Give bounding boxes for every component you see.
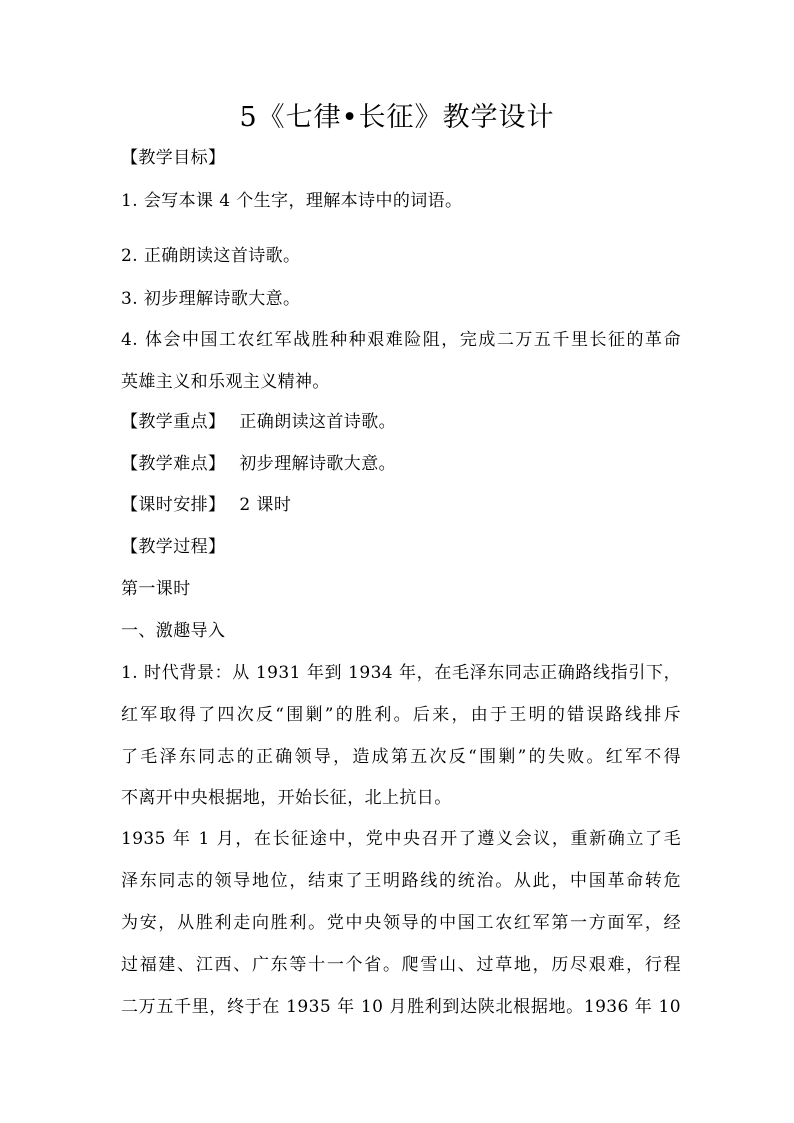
objective-2: 2. 正确朗读这首诗歌。 — [121, 246, 301, 266]
difficulty-row — [121, 452, 681, 476]
key-point-text: 正确朗读这首诗歌。 — [239, 412, 397, 432]
objective-1: 1. 会写本课 4 个生字，理解本诗中的词语。 — [121, 191, 463, 211]
difficulty-text: 初步理解诗歌大意。 — [239, 454, 397, 474]
document-title: 5《七律•长征》教学设计 — [239, 102, 555, 133]
body-line: 为安，从胜利走向胜利。党中央领导的中国工农红军第一方面军，经 — [121, 913, 681, 933]
part-heading: 一、激趣导入 — [121, 621, 226, 641]
objective-4-continued: 英雄主义和乐观主义精神。 — [121, 372, 330, 392]
difficulty-label: 【教学难点】 — [121, 454, 226, 474]
schedule-label: 【课时安排】 — [121, 495, 226, 515]
body-line: 红军取得了四次反“围剿”的胜利。后来，由于王明的错误路线排斥 — [121, 705, 681, 725]
body-line: 泽东同志的领导地位，结束了王明路线的统治。从此，中国革命转危 — [121, 871, 681, 891]
body-line: 过福建、江西、广东等十一个省。爬雪山、过草地，历尽艰难，行程 — [121, 955, 681, 975]
lesson-heading: 第一课时 — [121, 579, 191, 599]
body-line: 不离开中央根据地，开始长征，北上抗日。 — [121, 788, 452, 808]
objective-4: 4. 体会中国工农红军战胜种种艰难险阻，完成二万五千里长征的革命 — [121, 330, 681, 350]
process-heading: 【教学过程】 — [121, 537, 226, 557]
body-line: 二万五千里，终于在 1935 年 10 月胜利到达陕北根据地。1936 年 10 — [121, 997, 681, 1017]
key-point-row — [121, 410, 681, 434]
schedule-text: 2 课时 — [239, 495, 292, 515]
body-line: 1935 年 1 月，在长征途中，党中央召开了遵义会议，重新确立了毛 — [121, 829, 681, 849]
objectives-heading: 【教学目标】 — [121, 148, 226, 168]
body-line: 1. 时代背景：从 1931 年到 1934 年，在毛泽东同志正确路线指引下， — [121, 663, 681, 683]
objective-3: 3. 初步理解诗歌大意。 — [121, 289, 301, 309]
key-point-label: 【教学重点】 — [121, 412, 226, 432]
body-line: 了毛泽东同志的正确领导，造成第五次反“围剿”的失败。红军不得 — [121, 747, 681, 767]
schedule-row — [121, 493, 681, 517]
